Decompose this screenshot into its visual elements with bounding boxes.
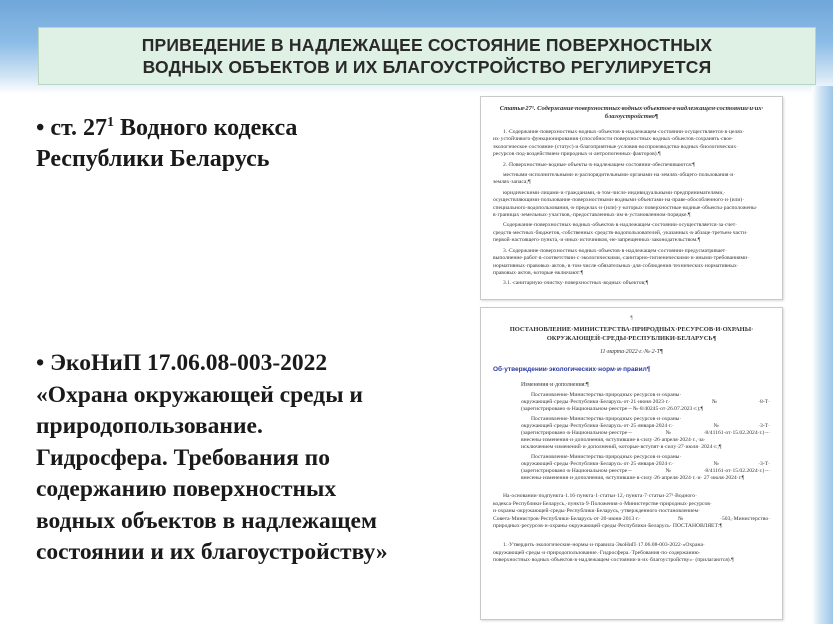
bullet-ekonip	[36, 348, 466, 569]
bullet-ekonip-line: природопользование.	[36, 413, 263, 439]
article-paragraph: Содержание·поверхностных·водных·объектов·в·надлежащем·состоянии·осуществляется·за·счет· средств·местных·бюджетов,·собственных·средств·водопользователей,·указанных·в·абзаце·третьем·части· первой·настоящего·пункта,·и·иных·источников,·не·запрещенных·законодательством.¶	[493, 222, 748, 244]
resolution-approve: 1.·Утвердить·экологические·нормы·и·правила·ЭкоНиП·17.06.08-003-2022·«Охрана· окружающей·среды·и·природопользование.·Гидросфера.·Требования·по·содержанию· поверхностных·водных·объектов·в·надлежащем·состоянии·и·их·благоустройству»· (прилагаются).¶	[493, 542, 734, 564]
bullet-water-code-line-2: Республики Беларусь	[36, 146, 270, 172]
bullet-water-code	[36, 113, 466, 175]
resolution-basis: На·основании·подпункта·1.16·пункта·1·статьи·12,·пункта·7·статьи·27¹·Водного· кодекса·Республики·Беларусь,·пункта·9·Положения·о·Министерстве·природных·ресурсов· и·охраны·окружающей·среды·Республики·Беларусь,·утвержденного·постановлением· Совета·Министров·Республики·Беларусь·от·20·июня·2013·г.·№·503,·Министерство· природных·ресурсов·и·охраны·окружающей·среды·Республики·Беларусь· ПОСТАНОВЛЯЕТ:¶	[493, 493, 770, 530]
resolution-heading-line-1: ПОСТАНОВЛЕНИЕ·МИНИСТЕРСТВА·ПРИРОДНЫХ·РЕСУРСОВ·И·ОХРАНЫ·	[509, 326, 754, 333]
bullet-water-code-rest: Водного кодекса	[114, 115, 298, 141]
right-decor-stripe	[812, 86, 833, 624]
bullet-ekonip-line: водных объектов в надлежащем	[36, 507, 377, 534]
resolution-subject: Об·утверждении·экологических·норм·и·правил¶	[493, 366, 651, 373]
article-paragraph: 1.·Содержание·поверхностных·водных·объектов·в·надлежащем·состоянии·осуществляется·в·целях· их·устойчивого·функционирования·(способности·поверхностных·водных·объектов·сохранять·свое· экологическое·состояние·(статус)·и·благоприятные·условия·воспроизводства·водных·биологических· ресурсов·под·воздействием·природных·и·антропогенных·факторов).¶	[493, 129, 745, 158]
bullet-water-code-prefix: • ст. 27	[36, 115, 108, 141]
slide-title-box	[38, 27, 816, 85]
bullet-ekonip-line: содержанию поверхностных	[36, 476, 337, 502]
pilcrow-marker: ¶	[630, 316, 633, 321]
amendment-item: Постановление·Министерства·природных·ресурсов·и·охраны· окружающей·среды·Республики·Беларусь·от·25·января·2024·г.·№·3-Т· (зарегистрировано·в·Национальном·реестре·-·№·8/41161·от·15.02.2024·г.)·-· внесены·изменения·и·дополнения,·вступившие·в·силу·26·апреля·2024·г.·и· 27·июля·2024·г.¶	[521, 453, 770, 482]
amendments-label: Изменения·и·дополнения:¶	[521, 382, 589, 388]
article-title: Статья·27¹. Содержание·поверхностных·водных·объектов·в·надлежащем·состоянии·и·их· благоустройство¶	[499, 105, 764, 120]
bullet-ekonip-line: • ЭкоНиП 17.06.08-003-2022	[36, 350, 328, 376]
article-paragraph: 3.·Содержание·поверхностных·водных·объектов·в·надлежащем·состоянии·предусматривает· выполнение·работ·в·соответствии·с·экологическими,·санитарно-гигиеническими·и·иными·требованиями· нормативных·правовых·актов,·в·том·числе·обязательных·для·соблюдения·технических·нормативных· правовых·актов,·которые·включают:¶	[493, 247, 750, 276]
resolution-heading-line-2: ОКРУЖАЮЩЕЙ·СРЕДЫ·РЕСПУБЛИКИ·БЕЛАРУСЬ¶	[546, 334, 717, 342]
slide-title-line-1: ПРИВЕДЕНИЕ В НАДЛЕЖАЩЕЕ СОСТОЯНИЕ ПОВЕРХНОСТНЫХ	[141, 35, 713, 55]
slide-title-line-2: ВОДНЫХ ОБЪЕКТОВ И ИХ БЛАГОУСТРОЙСТВО РЕГУЛИРУЕТСЯ	[142, 57, 712, 77]
bullet-water-code-sup: 1	[107, 115, 115, 130]
resolution-date: 11·марта·2022·г.·№·2-Т¶	[599, 349, 664, 355]
bullet-ekonip-line: Гидросфера. Требования по	[36, 444, 330, 471]
article-paragraph: 3.1.·санитарную·очистку·поверхностных·водных·объектов;¶	[503, 280, 649, 287]
amendment-item: Постановление·Министерства·природных·ресурсов·и·охраны· окружающей·среды·Республики·Беларусь·от·21·июня·2023·г.·№·8-Т· (зарегистрировано·в·Национальном·реестре·-·№·8/40245·от·26.07.2023·г.);¶	[521, 392, 770, 413]
resolution-heading	[493, 326, 770, 343]
amendment-item: Постановление·Министерства·природных·ресурсов·и·охраны· окружающей·среды·Республики·Беларусь·от·25·января·2024·г.·№·3-Т· (зарегистрировано·в·Национальном·реестре·-·№·8/41161·от·15.02.2024·г.)·-· внесены·изменения·и·дополнения,·вступившие·в·силу·26·апреля·2024·г.,·за· исключением·изменений·и·дополнений,·которые·вступят·в·силу·27·июля· 2024·г.;¶	[521, 415, 770, 451]
bullet-ekonip-line: состоянии и их благоустройству»	[36, 539, 388, 565]
ministry-resolution-excerpt	[480, 307, 783, 620]
article-paragraph: местными·исполнительными·и·распорядительными·органами·на·землях·общего·пользования·и· землях·запаса;¶	[493, 172, 736, 186]
slide-title	[142, 34, 713, 78]
article-paragraph: 2.·Поверхностные·водные·объекты·в·надлежащем·состоянии·обеспечиваются:¶	[503, 161, 695, 168]
bullet-ekonip-line: «Охрана окружающей среды и	[36, 381, 363, 408]
water-code-article-excerpt	[480, 96, 783, 300]
article-paragraph: юридическими·лицами·и·гражданами,·в·том·числе·индивидуальными·предпринимателями,· осуществляющими·пользование·поверхностными·водными·объектами·на·праве·обособленного·и·(или)· специального·водопользования,·в·пределах·и·(или)·у·которых·поверхностные·водные·объекты·расположены· в·границах·земельных·участков,·предоставленных·им·в·установленном·порядке.¶	[493, 189, 758, 219]
